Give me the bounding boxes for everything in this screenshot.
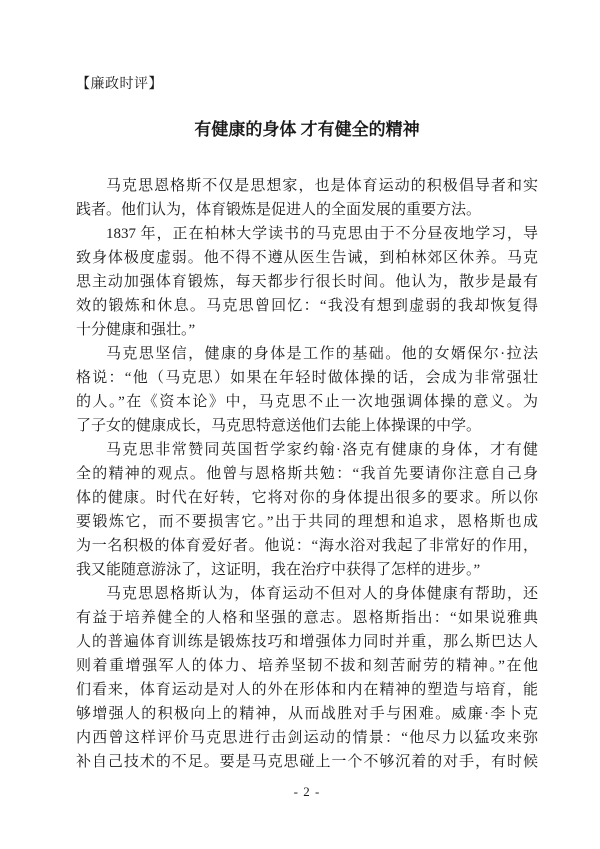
paragraph xyxy=(76,342,538,438)
text-line: 为一名积极的体育爱好者。他说：“海水浴对我起了非常好的作用， xyxy=(76,538,538,554)
text-line: 内西曾这样评价马克思进行击剑运动的情景：“他尽力以猛攻来弥 xyxy=(76,730,538,746)
text-line: 则着重增强军人的体力、培养坚韧不拔和刻苦耐劳的精神。”在他 xyxy=(76,658,538,674)
text-line: 马克思恩格斯不仅是思想家，也是体育运动的积极倡导者和实 xyxy=(106,178,538,194)
text-line: 致身体极度虚弱。他不得不遵从医生告诫，到柏林郊区休养。马克 xyxy=(76,250,538,266)
text-line: 践者。他们认为，体育锻炼是促进人的全面发展的重要方法。 xyxy=(76,202,482,218)
text-line: 要锻炼它，而不要损害它。”出于共同的理想和追求，恩格斯也成 xyxy=(76,514,538,530)
text-line: 1837 年，正在柏林大学读书的马克思由于不分昼夜地学习，导 xyxy=(106,226,538,242)
text-line: 我又能随意游泳了，这证明，我在治疗中获得了怎样的进步。” xyxy=(76,562,481,578)
text-line: 有益于培养健全的人格和坚强的意志。恩格斯指出：“如果说雅典 xyxy=(76,610,538,626)
text-line: 们看来，体育运动是对人的外在形体和内在精神的塑造与培育，能 xyxy=(76,682,538,698)
paragraph xyxy=(76,174,538,222)
text-line: 思主动加强体育锻炼，每天都步行很长时间。他认为，散步是最有 xyxy=(76,274,538,290)
paragraph xyxy=(76,222,538,342)
text-line: 人的普遍体育训练是锻炼技巧和增强体力同时并重，那么斯巴达人 xyxy=(76,634,538,650)
text-line: 效的锻炼和休息。马克思曾回忆：“我没有想到虚弱的我却恢复得 xyxy=(76,298,538,314)
text-line: 体的健康。时代在好转，它将对你的身体提出很多的要求。所以你 xyxy=(76,490,538,506)
paragraph xyxy=(76,582,538,774)
text-line: 格说：“他（马克思）如果在年轻时做体操的话，会成为非常强壮 xyxy=(76,370,538,386)
text-line: 马克思坚信，健康的身体是工作的基础。他的女婿保尔·拉法 xyxy=(106,346,538,362)
text-line: 马克思恩格斯认为，体育运动不但对人的身体健康有帮助，还 xyxy=(106,586,538,602)
paragraph xyxy=(76,438,538,582)
text-line: 了子女的健康成长，马克思特意送他们去能上体操课的中学。 xyxy=(76,418,482,434)
document-body xyxy=(76,174,538,774)
text-line: 的人。”在《资本论》中，马克思不止一次地强调体操的意义。为 xyxy=(76,394,538,410)
text-line: 够增强人的积极向上的精神，从而战胜对手与困难。威廉·李卜克 xyxy=(76,706,538,722)
page-title: 有健康的身体 才有健全的精神 xyxy=(194,120,420,139)
page-number: - 2 - xyxy=(293,784,321,799)
section-label: 【廉政时评】 xyxy=(76,77,163,92)
text-line: 十分健康和强壮。” xyxy=(76,322,196,338)
text-line: 马克思非常赞同英国哲学家约翰·洛克有健康的身体，才有健 xyxy=(106,442,538,458)
text-line: 全的精神的观点。他曾与恩格斯共勉：“我首先要请你注意自己身 xyxy=(76,466,538,482)
text-line: 补自己技术的不足。要是马克思碰上一个不够沉着的对手，有时候 xyxy=(76,754,538,770)
